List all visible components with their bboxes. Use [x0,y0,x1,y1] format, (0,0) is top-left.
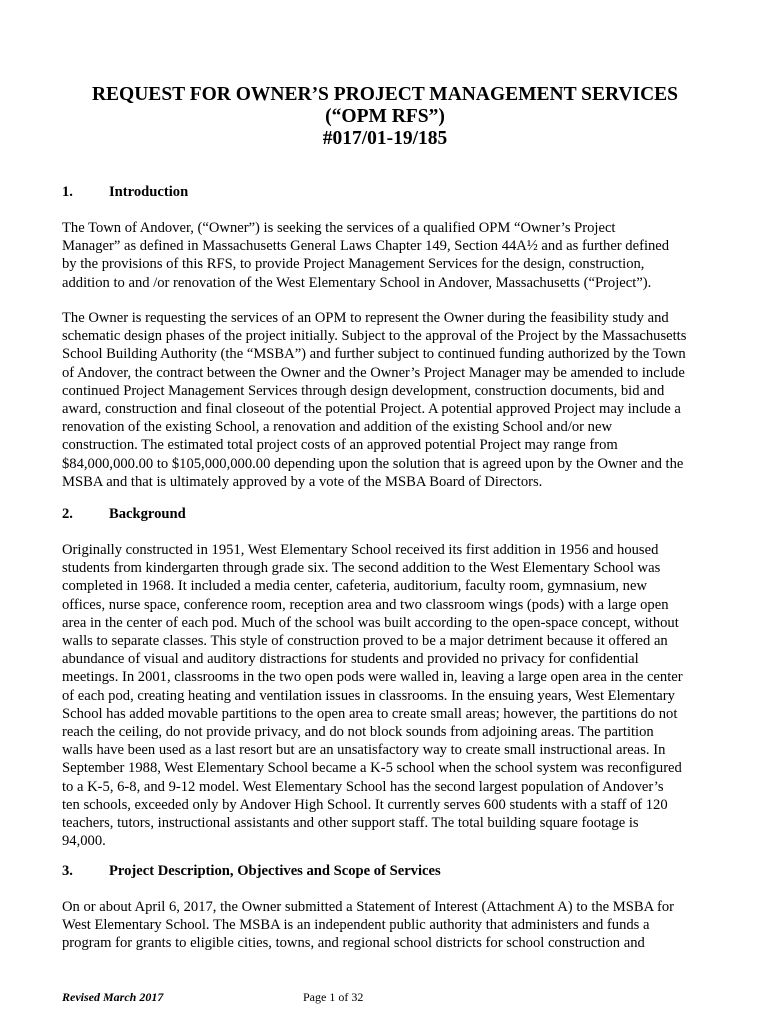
text-line: award, construction and final closeout of the potential Project. A potential approved Project may include a [62,401,681,418]
section-3-paragraph-1 [62,898,712,953]
text-line: construction. The estimated total project costs of an approved potential Project may range from [62,437,618,454]
document-title [0,84,770,150]
text-line: Manager” as defined in Massachusetts General Laws Chapter 149, Section 44A½ and as further defined [62,238,670,255]
text-line: 94,000. [62,833,106,850]
section-number: 3. [62,863,73,879]
title-line-2: (“OPM RFS”) [325,106,445,127]
text-line: On or about April 6, 2017, the Owner submitted a Statement of Interest (Attachment A) to the MSBA for [62,899,675,915]
text-line: School Building Authority (the “MSBA”) and further subject to continued funding authorized by the Town [62,346,686,363]
title-line-1: REQUEST FOR OWNER’S PROJECT MANAGEMENT SERVICES [91,84,679,105]
text-line: $84,000,000.00 to $105,000,000.00 depending upon the solution that is agreed upon by the Owner and the [62,455,684,472]
section-3-heading [62,862,441,880]
text-line: September 1988, West Elementary School became a K-5 school when the school system was reconfigured [62,760,682,777]
title-line-3: #017/01-19/185 [322,128,448,149]
text-line: schematic design phases of the project initially. Subject to the approval of the Project by the Massachusetts [62,328,687,345]
text-line: to a K-5, 6-8, and 9-12 model. West Elementary School has the second largest population of Andover’s [62,778,664,795]
section-1-paragraph-2 [62,309,712,491]
text-line: continued Project Management Services through design development, construction documents, bid and [62,382,665,399]
section-1-paragraph-1 [62,219,712,292]
text-line: completed in 1968. It included a media center, cafeteria, auditorium, faculty room, gymnasium, new [62,578,647,595]
text-line: West Elementary School. The MSBA is an independent public authority that administers and funds a [62,917,650,934]
text-line: ten schools, exceeded only by Andover High School. It currently serves 600 students with a staff of 120 [62,796,668,813]
text-line: students from kindergarten through grade six. The second addition to the West Elementary School was [62,560,661,577]
text-line: MSBA and that is ultimately approved by a vote of the MSBA Board of Directors. [62,473,543,490]
text-line: offices, nurse space, conference room, reception area and two classroom wings (pods) with a large open [62,596,669,613]
text-line: walls have been used as a last resort but are an unsatisfactory way to create small instructional areas. In [62,742,666,759]
section-number: 1. [62,184,73,200]
text-line: meetings. In 2001, classrooms in the two open pods were walled in, leaving a large open area in the center [62,669,683,686]
text-line: walls to separate classes. This style of construction proved to be a major detriment because it offered an [62,633,668,650]
text-line: of Andover, the contract between the Owner and the Owner’s Project Manager may be amended to include [62,364,685,381]
text-line: renovation of the existing School, a renovation and addition of the existing School and/or new [62,419,612,436]
text-line: program for grants to eligible cities, towns, and regional school districts for school construction and [62,935,645,952]
section-title: Background [109,506,186,522]
section-title: Introduction [109,184,189,200]
section-2-heading [62,505,186,523]
text-line: The Town of Andover, (“Owner”) is seeking the services of a qualified OPM “Owner’s Project [62,220,616,236]
text-line: addition to and /or renovation of the West Elementary School in Andover, Massachusetts (“Project”). [62,274,652,291]
footer-page-number: Page 1 of 32 [303,990,364,1004]
text-line: teachers, tutors, instructional assistants and other support staff. The total building square footage is [62,815,639,832]
text-line: abundance of visual and auditory distractions for students and provided no privacy for confidential [62,651,639,668]
text-line: reach the ceiling, do not provide privacy, and do not block sounds from adjoining areas. The partition [62,724,654,741]
text-line: Originally constructed in 1951, West Elementary School received its first addition in 1956 and housed [62,542,659,558]
section-1-heading [62,183,188,201]
section-2-paragraph-1 [62,541,712,850]
section-title: Project Description, Objectives and Scope of Services [109,863,441,879]
section-number: 2. [62,506,73,522]
text-line: School has added movable partitions to the open area to create small areas; however, the partitions do not [62,705,678,722]
footer-revised-date: Revised March 2017 [62,990,164,1004]
text-line: area in the center of each pod. Much of the school was built according to the open-space concept, without [62,614,679,631]
text-line: The Owner is requesting the services of an OPM to represent the Owner during the feasibility study and [62,310,669,326]
text-line: by the provisions of this RFS, to provide Project Management Services for the design, construction, [62,256,645,273]
text-line: of each pod, creating heating and ventilation issues in classrooms. In the ensuing years, West Elementary [62,687,675,704]
